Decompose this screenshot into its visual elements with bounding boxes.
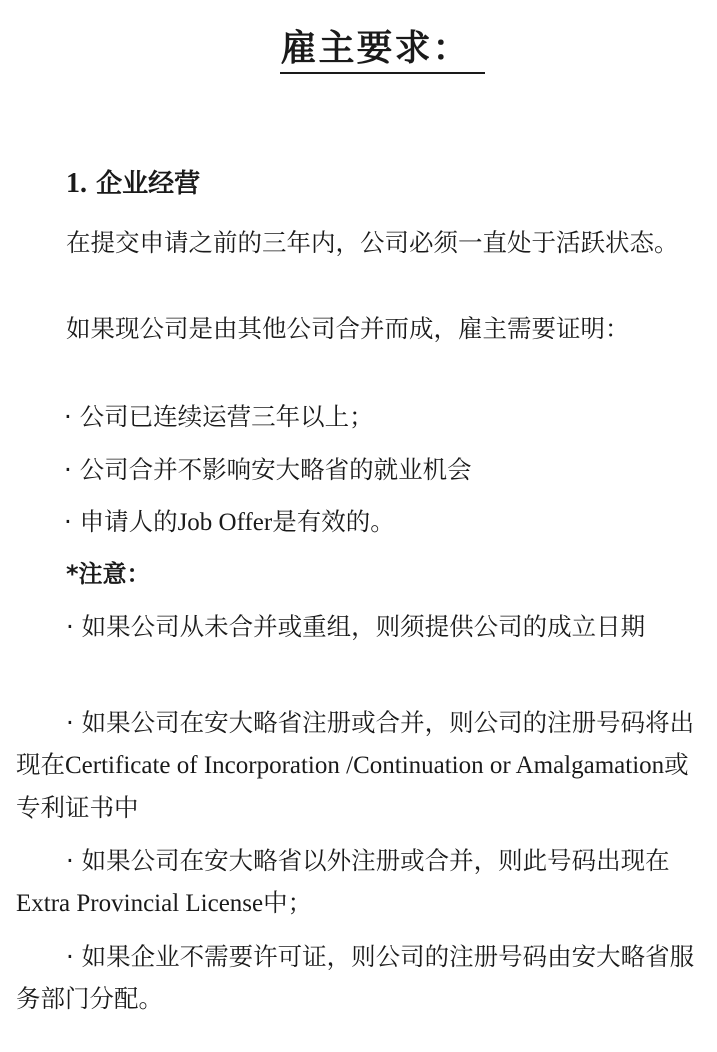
note-no-license: · 如果企业不需要许可证，则公司的注册号码由安大略省服务部门分配。 <box>16 942 695 1013</box>
bullet-three-years: · 公司已连续运营三年以上； <box>64 402 374 431</box>
bullet-job-offer-prefix: · 申请人的 <box>64 507 178 536</box>
note-ontario-registration <box>16 702 696 829</box>
paragraph-active-status: 在提交申请之前的三年内，公司必须一直处于活跃状态。 <box>66 228 679 257</box>
note-founding-date: · 如果公司从未合并或重组，则须提供公司的成立日期 <box>66 612 646 641</box>
page-title <box>0 22 717 76</box>
bullet-job-offer-latin: Job Offer <box>177 509 273 536</box>
note-label: *注意： <box>66 560 151 588</box>
bullet-employment-impact: · 公司合并不影响安大略省的就业机会 <box>64 455 472 484</box>
section-heading-text: 企业经营 <box>96 169 201 199</box>
section-heading <box>66 164 200 204</box>
paragraph-merger-proof: 如果现公司是由其他公司合并而成，雇主需要证明： <box>66 314 630 343</box>
section-number: 1. <box>66 168 87 199</box>
note-ontario-suffix: 或专利证书中 <box>16 750 689 822</box>
note-extra-license: Extra Provincial License <box>16 890 264 917</box>
note-extra-prefix: · 如果公司在安大略省以外注册或合并，则此号码出现在 <box>66 846 670 875</box>
note-extra-provincial <box>16 840 696 925</box>
page-title-text: 雇主要求： <box>280 26 484 74</box>
bullet-job-offer <box>64 501 395 544</box>
note-ontario-prefix: · 如果公司在安大略省注册或合并，则公司的注册号码将出现在 <box>16 708 695 779</box>
note-extra-suffix: 中； <box>263 888 313 917</box>
bullet-job-offer-suffix: 是有效的。 <box>272 507 395 536</box>
note-ontario-certificate: Certificate of Incorporation /Continuation or Amalgamation <box>65 752 665 779</box>
